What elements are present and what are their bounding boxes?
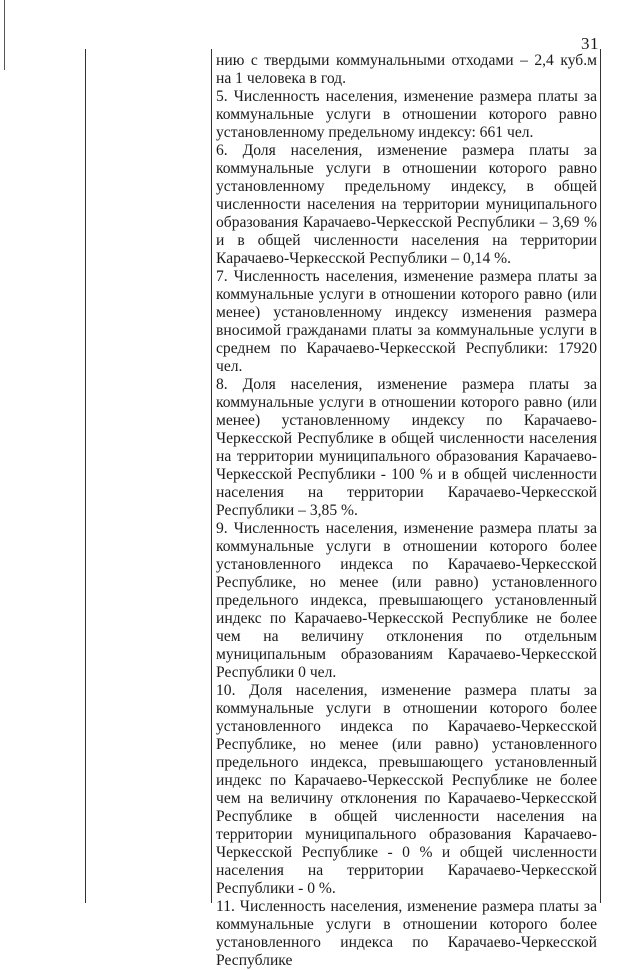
paragraph-item-10: 10. Доля населения, изменение размера платы за коммунальные услуги в отношении которого более установленного индекса по Карачаево-Черкесской Республике, но менее (или равно) установленного предельного индекса, превышающего установленный индекс по Карачаево-Черкесской Республике не более чем на величину отклонения по Карачаево-Черкесской Республике в общей численности населения на территории муниципального образования Карачаево-Черкесской Республике - 0 % и общей численности населения на территории Карачаево-Черкесской Республики - 0 %. xyxy=(216,682,597,897)
paragraph-item-11: 11. Численность населения, изменение размера платы за коммунальные услуги в отношении которого более установленного индекса по Карачаево-Черкесской Республике xyxy=(216,898,597,969)
paragraph-item-5: 5. Численность населения, изменение размера платы за коммунальные услуги в отношении которого равно установленному предельному индексу: 661 чел. xyxy=(216,88,597,141)
page-number: 31 xyxy=(581,34,599,53)
paragraph-item-9: 9. Численность населения, изменение размера платы за коммунальные услуги в отношении которого более установленного индекса по Карачаево-Черкесской Республике, но менее (или равно) установленного предельного индекса, превышающего установленный индекс по Карачаево-Черкесской Республике не более чем на величину отклонения по отдельным муниципальным образованиям Карачаево-Черкесской Республики 0 чел. xyxy=(216,520,597,681)
table-text-cell xyxy=(216,52,597,970)
table-column-divider xyxy=(211,49,212,903)
scan-margin-line xyxy=(4,0,5,70)
paragraph-continuation: нию с твердыми коммунальными отходами – 2,4 куб.м на 1 человека в год. xyxy=(216,52,597,87)
paragraph-item-7: 7. Численность населения, изменение размера платы за коммунальные услуги в отношении которого равно (или менее) установленному индексу изменения размера вносимой гражданами платы за коммунальные услуги в среднем по Карачаево-Черкесской Республики: 17920 чел. xyxy=(216,268,597,375)
paragraph-item-8: 8. Доля населения, изменение размера платы за коммунальные услуги в отношении которого равно (или менее) установленному индексу по Карачаево-Черкесской Республике в общей численности населения на территории муниципального образования Карачаево-Черкесской Республики - 100 % и в общей численности населения на территории Карачаево-Черкесской Республики – 3,85 %. xyxy=(216,376,597,519)
paragraph-item-6: 6. Доля населения, изменение размера платы за коммунальные услуги в отношении которого равно установленному предельному индексу, в общей численности населения на территории муниципального образования Карачаево-Черкесской Республики – 3,69 % и в общей численности населения на территории Карачаево-Черкесской Республики – 0,14 %. xyxy=(216,142,597,267)
